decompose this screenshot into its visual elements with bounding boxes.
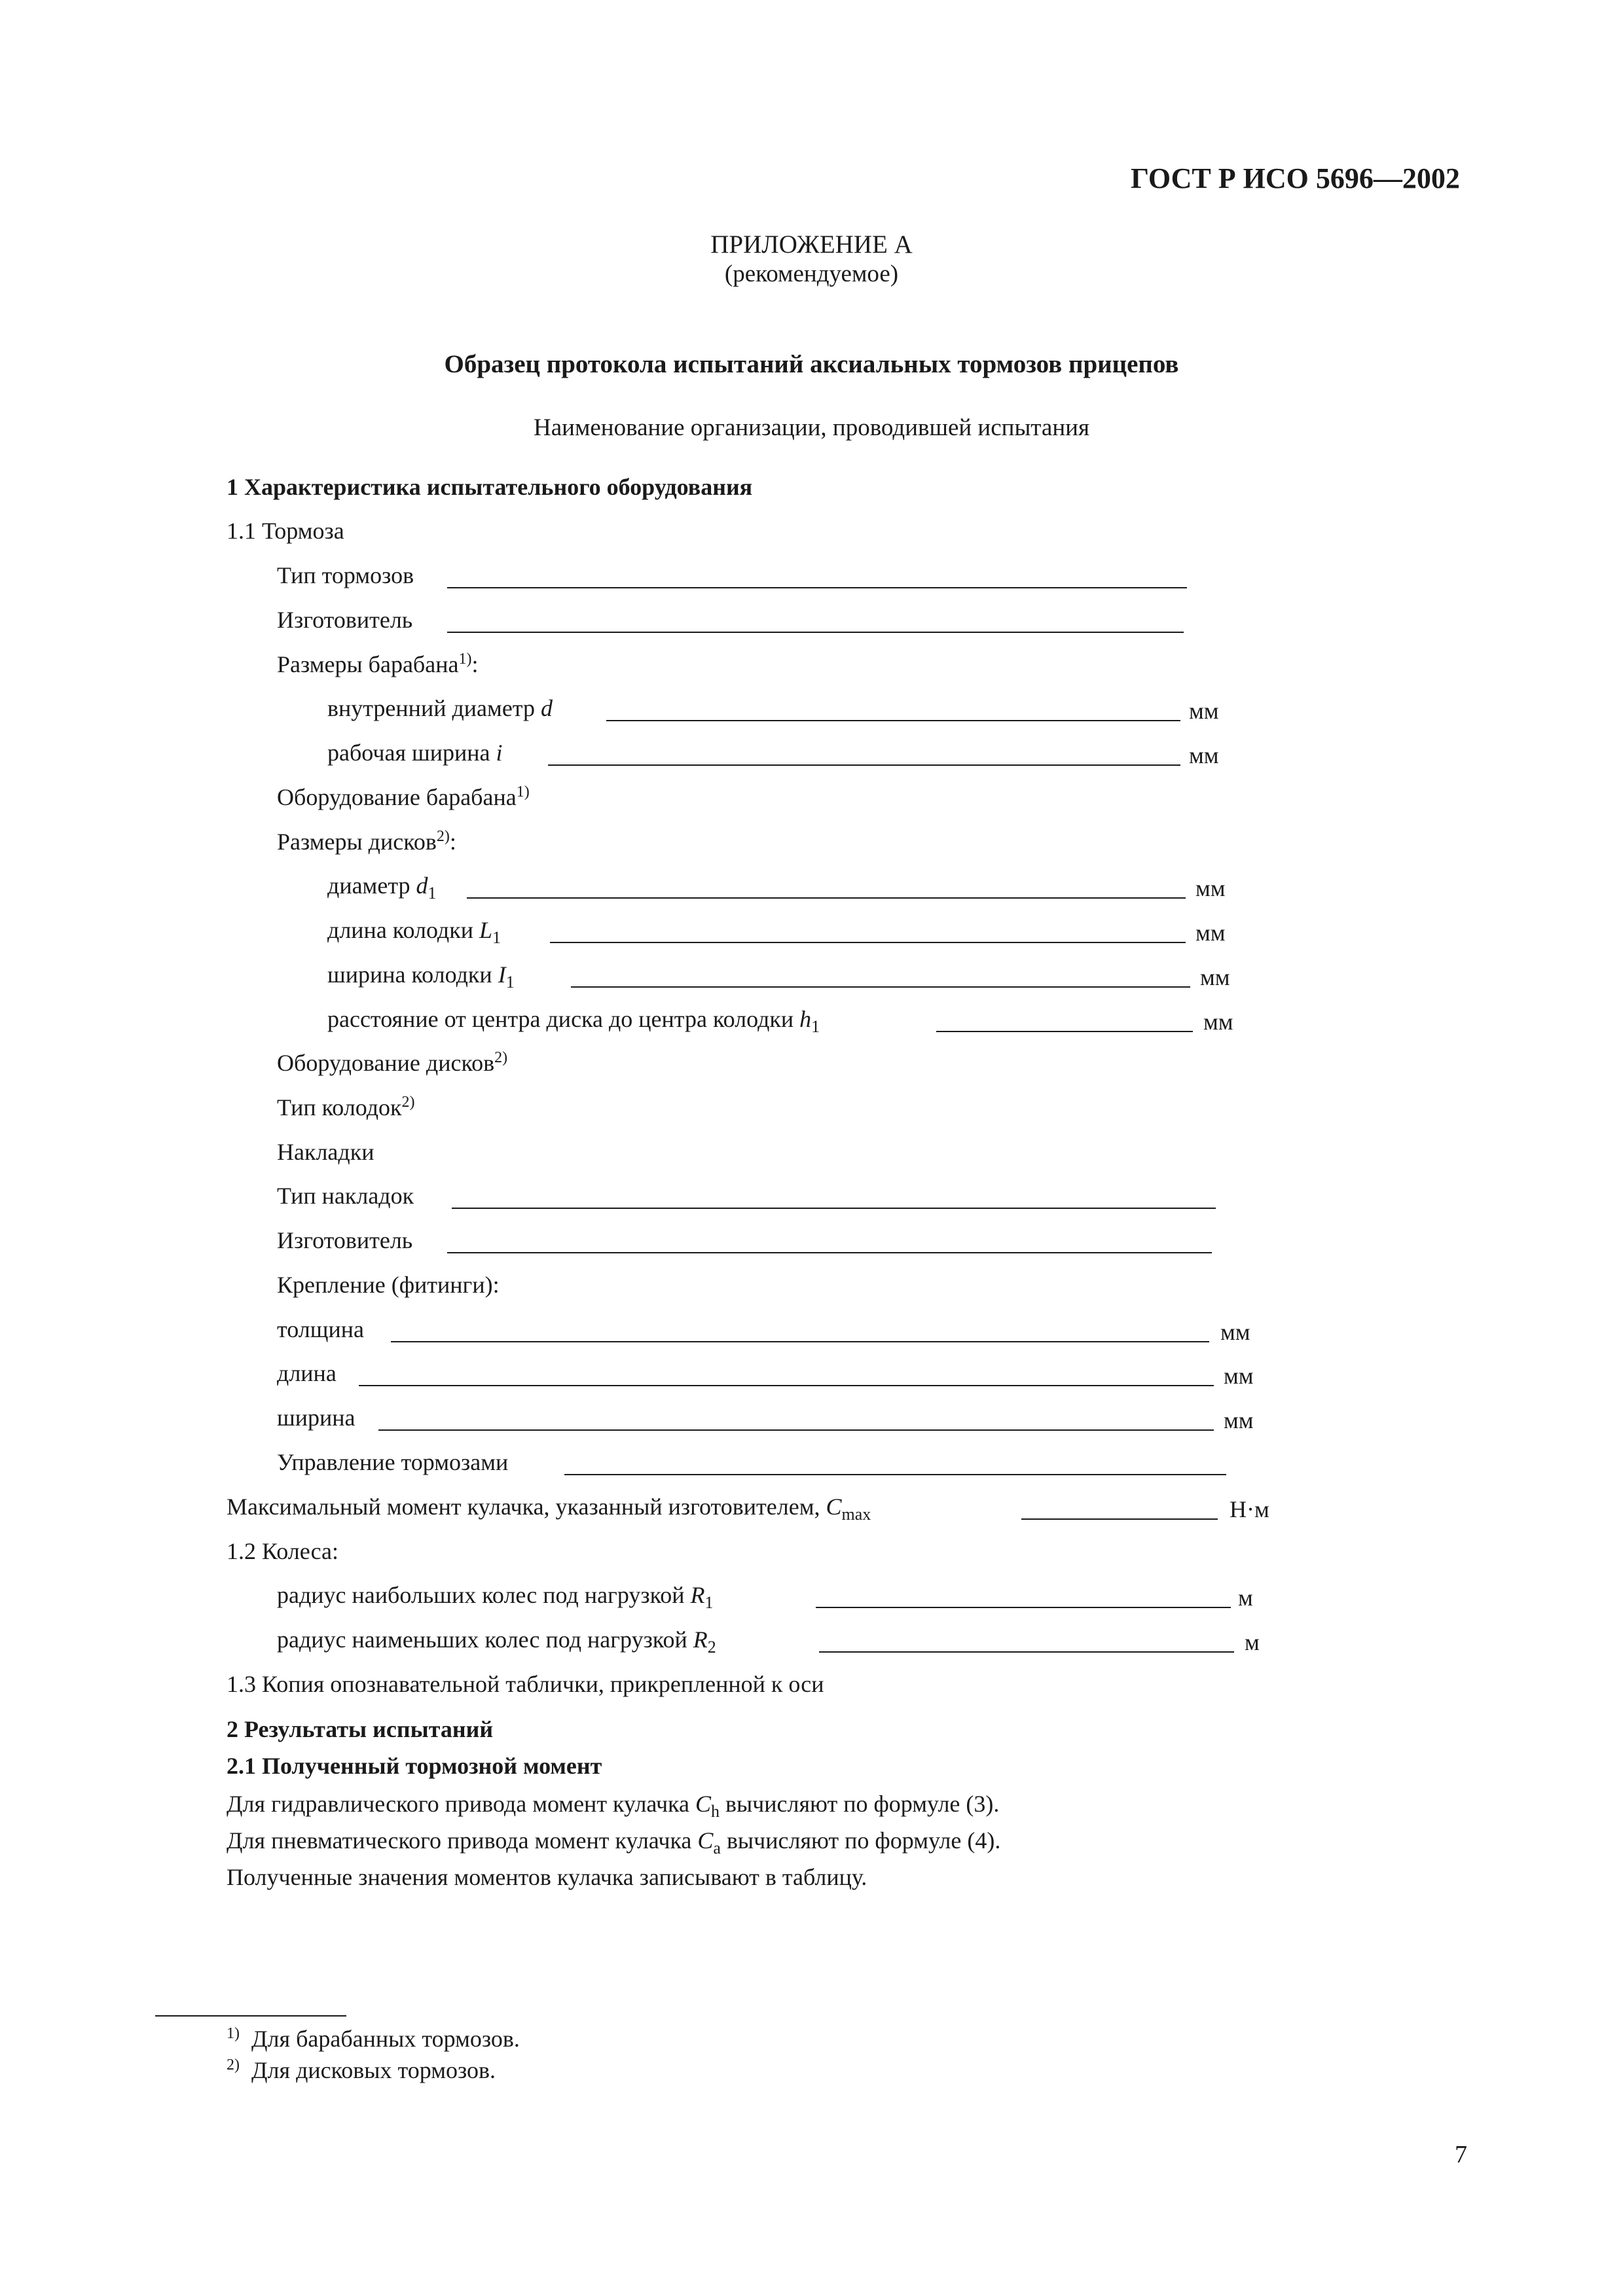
radius-smallest-label: радиус наименьших колес под нагрузкой $R_2$ <box>277 1626 716 1657</box>
max-moment-blank <box>1021 1518 1218 1520</box>
brake-type-label: Тип тормозов <box>277 562 414 588</box>
inner-diameter-label: внутренний диаметр d <box>327 695 553 721</box>
unit-mm: мм <box>1189 698 1219 724</box>
manufacturer-label: Изготовитель <box>277 607 413 633</box>
appendix-title: ПРИЛОЖЕНИЕ А <box>710 230 913 259</box>
subsection-2-1: 2.1 Полученный тормозной момент <box>227 1753 602 1779</box>
lining-manufacturer-label: Изготовитель <box>277 1227 413 1253</box>
hydraulic-text: Для гидравлического привода момент кулачка $C_h$ вычисляют по формуле (3). <box>227 1791 1000 1821</box>
pad-length-blank <box>550 942 1186 943</box>
unit-mm: мм <box>1195 875 1226 901</box>
disc-diameter-label: диаметр $d_1$ <box>327 872 437 903</box>
pad-length-label: длина колодки $L_1$ <box>327 917 501 948</box>
brake-control-label: Управление тормозами <box>277 1449 509 1475</box>
footnote-1: $^{1)}$ Для барабанных тормозов. <box>227 2025 520 2052</box>
thickness-blank <box>391 1341 1209 1342</box>
radius-largest-blank <box>816 1607 1231 1608</box>
disc-dimensions-label: Размеры дисков$^{2)}$: <box>277 828 456 855</box>
unit-m: м <box>1238 1585 1253 1611</box>
width-label: ширина <box>277 1405 356 1431</box>
lining-type-label: Тип накладок <box>277 1183 414 1209</box>
manufacturer-blank <box>447 632 1184 633</box>
page-number: 7 <box>1455 2141 1467 2168</box>
section-2-title: 2 Результаты испытаний <box>227 1716 494 1742</box>
distance-label: расстояние от центра диска до центра колодки $h_1$ <box>327 1006 820 1037</box>
unit-mm: мм <box>1195 920 1226 946</box>
unit-mm: мм <box>1220 1319 1250 1345</box>
disc-diameter-blank <box>467 897 1186 899</box>
unit-m: м <box>1245 1629 1260 1655</box>
unit-mm: мм <box>1203 1009 1233 1035</box>
disc-equipment-label: Оборудование дисков$^{2)}$ <box>277 1049 508 1076</box>
results-text: Полученные значения моментов кулачка записывают в таблицу. <box>227 1864 867 1890</box>
working-width-blank <box>548 764 1180 766</box>
unit-mm: мм <box>1224 1407 1254 1433</box>
document-title: Образец протокола испытаний аксиальных тормозов прицепов <box>444 350 1179 378</box>
subsection-1-1: 1.1 Тормоза <box>227 518 344 544</box>
section-1-title: 1 Характеристика испытательного оборудования <box>227 474 753 500</box>
subsection-1-3: 1.3 Копия опознавательной таблички, прикрепленной к оси <box>227 1671 824 1697</box>
max-moment-label: Максимальный момент кулачка, указанный изготовителем, $C_{max}$ <box>227 1494 871 1524</box>
radius-largest-label: радиус наибольших колес под нагрузкой $R_1$ <box>277 1582 714 1613</box>
shoe-type-label: Тип колодок$^{2)}$ <box>277 1094 415 1121</box>
fastening-label: Крепление (фитинги): <box>277 1272 500 1298</box>
drum-dimensions-label: Размеры барабана$^{1)}$: <box>277 651 479 677</box>
pad-width-label: ширина колодки $I_1$ <box>327 961 515 992</box>
lining-type-blank <box>452 1208 1216 1209</box>
distance-blank <box>936 1031 1193 1032</box>
footnote-2: $^{2)}$ Для дисковых тормозов. <box>227 2056 496 2083</box>
footnote-separator <box>155 2015 346 2017</box>
length-label: длина <box>277 1360 337 1386</box>
width-blank <box>378 1429 1214 1431</box>
appendix-subtitle: (рекомендуемое) <box>724 260 899 287</box>
length-blank <box>359 1385 1214 1386</box>
unit-mm: мм <box>1189 742 1219 768</box>
pneumatic-text: Для пневматического привода момент кулачка $C_a$ вычисляют по формуле (4). <box>227 1827 1001 1858</box>
inner-diameter-blank <box>606 720 1180 721</box>
working-width-label: рабочая ширина i <box>327 740 503 766</box>
organization-label: Наименование организации, проводившей испытания <box>534 414 1089 441</box>
brake-control-blank <box>564 1474 1226 1475</box>
unit-newton-meter: Н·м <box>1230 1496 1269 1522</box>
brake-type-blank <box>447 587 1187 588</box>
unit-mm: мм <box>1200 964 1230 990</box>
radius-smallest-blank <box>819 1651 1234 1653</box>
linings-label: Накладки <box>277 1139 374 1165</box>
document-code: ГОСТ Р ИСО 5696—2002 <box>1131 162 1460 194</box>
lining-manufacturer-blank <box>447 1252 1212 1253</box>
pad-width-blank <box>571 986 1190 988</box>
drum-equipment-label: Оборудование барабана$^{1)}$ <box>277 783 530 810</box>
thickness-label: толщина <box>277 1316 364 1342</box>
unit-mm: мм <box>1224 1363 1254 1389</box>
subsection-1-2: 1.2 Колеса: <box>227 1538 338 1564</box>
